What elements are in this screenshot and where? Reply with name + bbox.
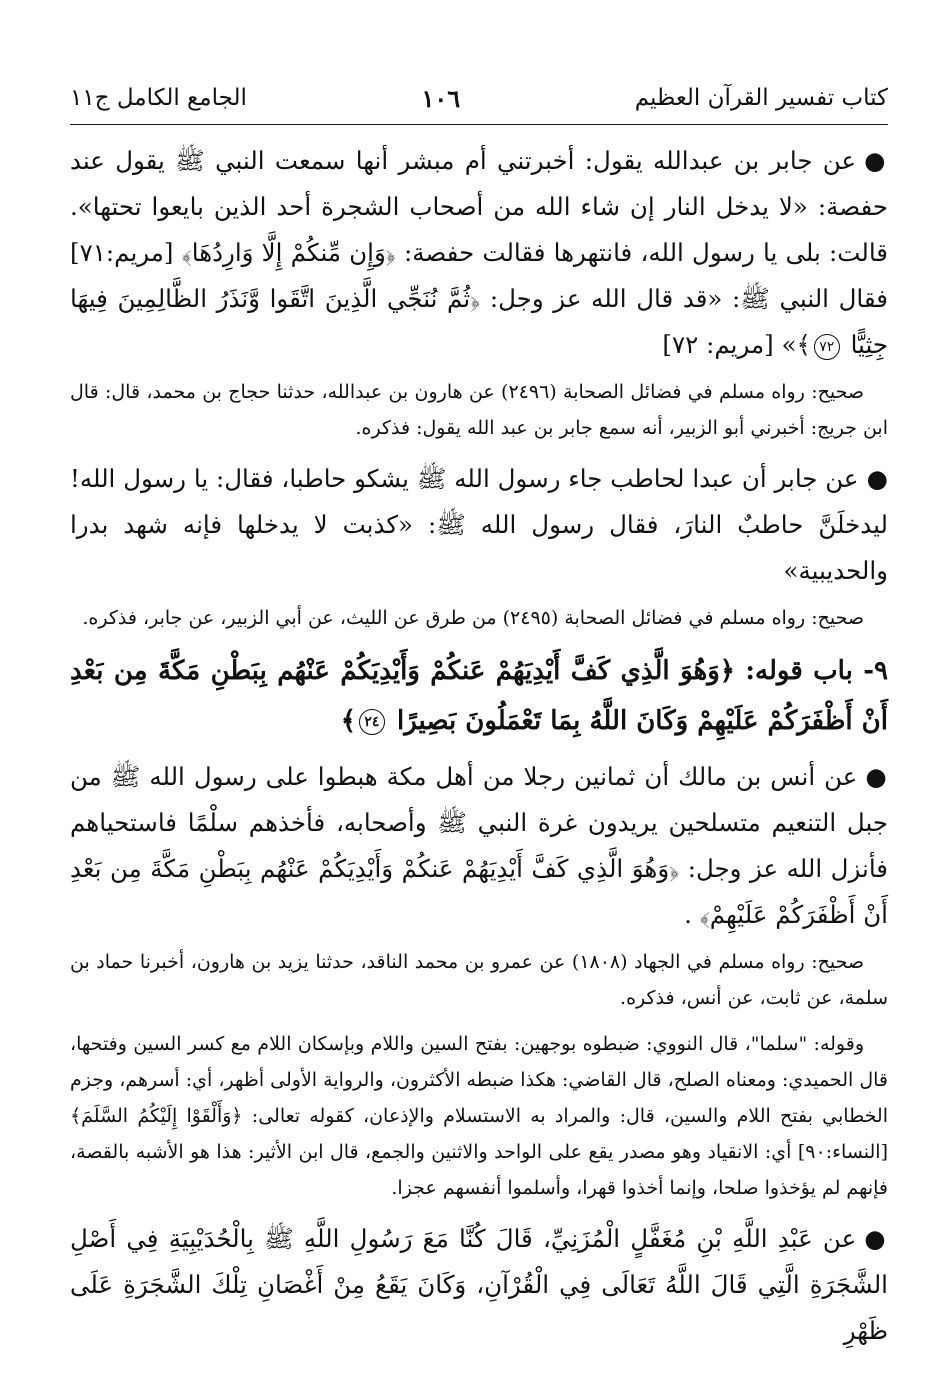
header-book-title: كتاب تفسير القرآن العظيم (634, 85, 888, 111)
hadith-text: عن جابر أن عبدا لحاطب جاء رسول الله ﷺ يشكو حاطبا، فقال: يا رسول الله! ليدخلَنَّ حاطبٌ النارَ، فقال رسول الله ﷺ: «كذبت لا يدخلها فإنه شهد بدرا والحديبية» (70, 464, 888, 585)
chapter-heading-text: ٩- باب قوله: ﴿وَهُوَ الَّذِي كَفَّ أَيْدِيَهُمْ عَنكُمْ وَأَيْدِيَكُمْ عَنْهُم بِبَطْنِ مَكَّةَ مِن بَعْدِ أَنْ أَظْفَرَكُمْ عَلَيْهِمْ وَكَانَ اللَّهُ بِمَا تَعْمَلُونَ بَصِيرًا (70, 656, 888, 736)
hadith-text: عن أنس بن مالك أن ثمانين رجلا من أهل مكة هبطوا على رسول الله ﷺ من جبل التنعيم متسلحين يريدون غرة النبي ﷺ وأصحابه، فأخذهم سلْمًا فاستحياهم فأنزل الله عز وجل: ﴿وَهُوَ الَّذِي كَفَّ أَيْدِيَهُمْ عَنكُمْ وَأَيْدِيَكُمْ عَنْهُم بِبَطْنِ مَكَّةَ مِن بَعْدِ أَنْ أَظْفَرَكُمْ عَلَيْهِمْ﴾ . (70, 762, 888, 929)
hadith-text: عن عَبْدِ اللَّهِ بْنِ مُغَفَّلٍ الْمُزَنِيِّ، قَالَ كُنَّا مَعَ رَسُولِ اللَّهِ ﷺ بِالْحُدَيْبِيَةِ فِي أَصْلِ الشَّجَرَةِ الَّتِي قَالَ اللَّهُ تَعَالَى فِي الْقُرْآنِ، وَكَانَ يَقَعُ مِنْ أَغْصَانِ تِلْكَ الشَّجَرَةِ عَلَى ظَهْرِ (70, 1224, 888, 1345)
grading-note: صحيح: رواه مسلم في الجهاد (١٨٠٨) عن عمرو بن محمد الناقد، حدثنا يزيد بن هارون، أخبرنا حماد بن سلمة، عن ثابت، عن أنس، فذكره. (70, 951, 888, 1009)
ayah-number: ٧٢ (814, 334, 840, 360)
page-body (70, 138, 888, 1360)
hadith-paragraph (70, 1216, 888, 1354)
bullet-marker: ● (864, 146, 888, 175)
hadith-paragraph (70, 456, 888, 594)
grading-note: صحيح: رواه مسلم في فضائل الصحابة (٢٤٩٥) من طرق عن الليث، عن أبي الزبير، عن جابر، فذكره. (82, 607, 864, 629)
running-header (70, 78, 888, 118)
hadith-text: عن جابر بن عبدالله يقول: أخبرتني أم مبشر أنها سمعت النبي ﷺ يقول عند حفصة: «لا يدخل النار إن شاء الله من أصحاب الشجرة أحد الذين بايعوا تحتها». قالت: بلى يا رسول الله، فانتهرها فقالت حفصة: ﴿وَإِن مِّنكُمْ إِلَّا وَارِدُهَا﴾ [مريم:٧١] فقال النبي ﷺ: «قد قال الله عز وجل: ﴿ثُمَّ نُنَجِّي الَّذِينَ اتَّقَوا وَّنَذَرُ الظَّالِمِينَ فِيهَا جِثِيًّا (70, 146, 888, 359)
bullet-marker: ● (865, 762, 888, 791)
grading-note: صحيح: رواه مسلم في فضائل الصحابة (٢٤٩٦) عن هارون بن عبدالله، حدثنا حجاج بن محمد، قال: قال ابن جريج: أخبرني أبو الزبير، أنه سمع جابر بن عبد الله يقول: فذكره. (70, 381, 888, 439)
bullet-marker: ● (866, 464, 888, 493)
chapter-heading (70, 646, 888, 746)
chapter-heading-tail: ﴾ (340, 706, 356, 736)
page-number: ١٠٦ (421, 83, 461, 113)
header-divider (70, 124, 888, 125)
hadith-text-tail: ﴾» [مريم: ٧٢] (662, 330, 811, 359)
bullet-marker: ● (864, 1224, 888, 1253)
hadith-paragraph (70, 754, 888, 938)
header-volume-title: الجامع الكامل ج١١ (70, 85, 247, 111)
commentary-note: وقوله: "سلما"، قال النووي: ضبطوه بوجهين: بفتح السين واللام وبإسكان اللام مع كسر السين وفتحها، قال الحميدي: ومعناه الصلح، قال القاضي: هكذا ضبطه الأكثرون، والرواية الأولى أظهر، أي: أسرهم، وجزم الخطابي بفتح اللام والسين، قال: والمراد به الاستسلام والإذعان، كقوله تعالى: ﴿وَأَلْقَوْا إِلَيْكُمُ السَّلَمَ﴾ [النساء:٩٠] أي: الانقياد وهو مصدر يقع على الواحد والاثنين والجمع، قال ابن الأثير: هذا هو الأشبه بالقصة، فإنهم لم يؤخذوا صلحا، وإنما أخذوا قهرا، وأسلموا أنفسهم عجزا. (70, 1033, 888, 1199)
hadith-paragraph (70, 138, 888, 368)
ayah-number: ٢٤ (359, 709, 385, 735)
